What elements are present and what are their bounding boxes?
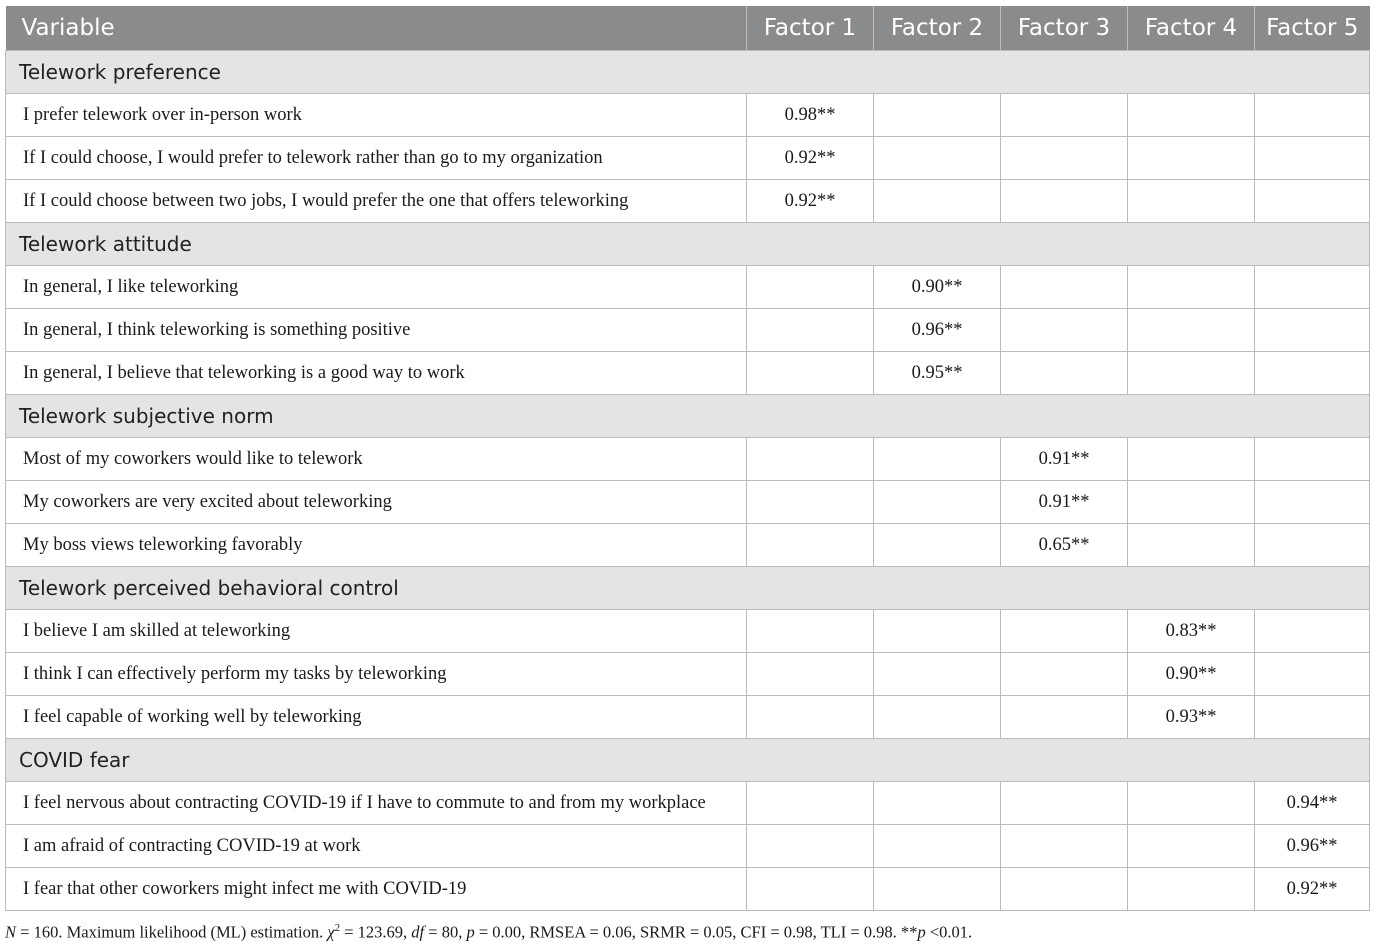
loading-cell-factor-3: [1001, 696, 1128, 739]
table-footnote: N = 160. Maximum likelihood (ML) estimation. $\chi^2 = 123.69$, df = 80, p = 0.00, RMSEA = 0.06, SRMR = 0.05, CFI = 0.98, TLI = 0.98. **p <0.01.: [5, 922, 973, 942]
table-row: [6, 782, 1370, 825]
loading-cell-factor-2: [874, 610, 1001, 653]
loading-cell-factor-1: [747, 696, 874, 739]
loading-cell-factor-5: [1255, 610, 1370, 653]
loading-cell-factor-4: [1128, 524, 1255, 567]
loading-cell-factor-2: [874, 481, 1001, 524]
variable-cell: If I could choose, I would prefer to telework rather than go to my organization: [6, 137, 747, 180]
header-factor-1: Factor 1: [747, 6, 874, 51]
loading-cell-factor-4: [1128, 94, 1255, 137]
loading-cell-factor-1: [747, 524, 874, 567]
variable-cell: In general, I believe that teleworking is a good way to work: [6, 352, 747, 395]
loading-cell-factor-3: 0.91**: [1001, 438, 1128, 481]
loading-cell-factor-4: [1128, 825, 1255, 868]
loading-cell-factor-1: [747, 481, 874, 524]
factor-loadings-table: [5, 6, 1370, 911]
loading-cell-factor-5: [1255, 266, 1370, 309]
table-row: [6, 309, 1370, 352]
variable-cell: In general, I think teleworking is something positive: [6, 309, 747, 352]
section-row: [6, 223, 1370, 266]
table-body: [6, 51, 1370, 911]
loading-cell-factor-5: [1255, 309, 1370, 352]
loading-cell-factor-1: [747, 653, 874, 696]
variable-cell: I feel capable of working well by teleworking: [6, 696, 747, 739]
loading-cell-factor-3: [1001, 352, 1128, 395]
section-row: [6, 567, 1370, 610]
loading-cell-factor-3: 0.65**: [1001, 524, 1128, 567]
loading-cell-factor-3: [1001, 610, 1128, 653]
loading-cell-factor-1: [747, 309, 874, 352]
table-row: [6, 610, 1370, 653]
loading-cell-factor-4: [1128, 266, 1255, 309]
variable-cell: I fear that other coworkers might infect me with COVID-19: [6, 868, 747, 911]
section-title: COVID fear: [6, 739, 1370, 782]
header-variable: Variable: [6, 6, 747, 51]
variable-cell: If I could choose between two jobs, I would prefer the one that offers teleworking: [6, 180, 747, 223]
loading-cell-factor-1: 0.92**: [747, 180, 874, 223]
header-factor-5: Factor 5: [1255, 6, 1370, 51]
loading-cell-factor-2: [874, 868, 1001, 911]
variable-cell: I prefer telework over in-person work: [6, 94, 747, 137]
loading-cell-factor-3: [1001, 309, 1128, 352]
header-factor-3: Factor 3: [1001, 6, 1128, 51]
header-factor-4: Factor 4: [1128, 6, 1255, 51]
variable-cell: My coworkers are very excited about teleworking: [6, 481, 747, 524]
table-row: [6, 137, 1370, 180]
table-row: [6, 825, 1370, 868]
table-row: [6, 868, 1370, 911]
loading-cell-factor-1: [747, 825, 874, 868]
variable-cell: Most of my coworkers would like to telework: [6, 438, 747, 481]
loading-cell-factor-2: 0.90**: [874, 266, 1001, 309]
loading-cell-factor-1: [747, 782, 874, 825]
loading-cell-factor-5: [1255, 481, 1370, 524]
table-row: [6, 180, 1370, 223]
loading-cell-factor-4: [1128, 137, 1255, 180]
loading-cell-factor-3: [1001, 137, 1128, 180]
loading-cell-factor-1: [747, 266, 874, 309]
loading-cell-factor-4: [1128, 868, 1255, 911]
variable-cell: My boss views teleworking favorably: [6, 524, 747, 567]
section-row: [6, 395, 1370, 438]
loading-cell-factor-3: [1001, 825, 1128, 868]
loading-cell-factor-5: [1255, 352, 1370, 395]
loading-cell-factor-2: [874, 438, 1001, 481]
table-header: [6, 6, 1370, 51]
loading-cell-factor-2: [874, 524, 1001, 567]
loading-cell-factor-3: [1001, 266, 1128, 309]
loading-cell-factor-3: [1001, 782, 1128, 825]
table-row: [6, 352, 1370, 395]
loading-cell-factor-1: [747, 868, 874, 911]
variable-cell: I feel nervous about contracting COVID-19 if I have to commute to and from my workplace: [6, 782, 747, 825]
loading-cell-factor-3: [1001, 94, 1128, 137]
loading-cell-factor-3: [1001, 180, 1128, 223]
loading-cell-factor-5: [1255, 180, 1370, 223]
loading-cell-factor-4: 0.90**: [1128, 653, 1255, 696]
loading-cell-factor-1: 0.92**: [747, 137, 874, 180]
loading-cell-factor-2: [874, 94, 1001, 137]
section-title: Telework preference: [6, 51, 1370, 94]
loading-cell-factor-2: [874, 782, 1001, 825]
table-row: [6, 696, 1370, 739]
loading-cell-factor-2: [874, 653, 1001, 696]
loading-cell-factor-1: [747, 610, 874, 653]
loading-cell-factor-2: [874, 180, 1001, 223]
table-row: [6, 266, 1370, 309]
section-title: Telework attitude: [6, 223, 1370, 266]
table-row: [6, 94, 1370, 137]
table-row: [6, 481, 1370, 524]
section-title: Telework perceived behavioral control: [6, 567, 1370, 610]
loading-cell-factor-2: 0.96**: [874, 309, 1001, 352]
loading-cell-factor-5: [1255, 653, 1370, 696]
loading-cell-factor-3: 0.91**: [1001, 481, 1128, 524]
loading-cell-factor-3: [1001, 868, 1128, 911]
loading-cell-factor-1: [747, 352, 874, 395]
variable-cell: In general, I like teleworking: [6, 266, 747, 309]
variable-cell: I believe I am skilled at teleworking: [6, 610, 747, 653]
loading-cell-factor-4: [1128, 309, 1255, 352]
loading-cell-factor-5: [1255, 524, 1370, 567]
loading-cell-factor-5: [1255, 696, 1370, 739]
loading-cell-factor-4: 0.83**: [1128, 610, 1255, 653]
header-factor-2: Factor 2: [874, 6, 1001, 51]
table-row: [6, 524, 1370, 567]
loading-cell-factor-4: [1128, 481, 1255, 524]
table-row: [6, 438, 1370, 481]
loading-cell-factor-4: [1128, 352, 1255, 395]
loading-cell-factor-4: [1128, 782, 1255, 825]
section-row: [6, 51, 1370, 94]
loading-cell-factor-2: [874, 825, 1001, 868]
loading-cell-factor-1: [747, 438, 874, 481]
section-title: Telework subjective norm: [6, 395, 1370, 438]
section-row: [6, 739, 1370, 782]
loading-cell-factor-3: [1001, 653, 1128, 696]
loading-cell-factor-2: 0.95**: [874, 352, 1001, 395]
loading-cell-factor-1: 0.98**: [747, 94, 874, 137]
loading-cell-factor-5: 0.92**: [1255, 868, 1370, 911]
loading-cell-factor-5: [1255, 94, 1370, 137]
loading-cell-factor-5: [1255, 137, 1370, 180]
loading-cell-factor-4: [1128, 438, 1255, 481]
loading-cell-factor-5: 0.96**: [1255, 825, 1370, 868]
table-row: [6, 653, 1370, 696]
variable-cell: I think I can effectively perform my tasks by teleworking: [6, 653, 747, 696]
loading-cell-factor-2: [874, 137, 1001, 180]
loading-cell-factor-4: 0.93**: [1128, 696, 1255, 739]
loading-cell-factor-5: [1255, 438, 1370, 481]
variable-cell: I am afraid of contracting COVID-19 at work: [6, 825, 747, 868]
loading-cell-factor-5: 0.94**: [1255, 782, 1370, 825]
loading-cell-factor-2: [874, 696, 1001, 739]
loading-cell-factor-4: [1128, 180, 1255, 223]
